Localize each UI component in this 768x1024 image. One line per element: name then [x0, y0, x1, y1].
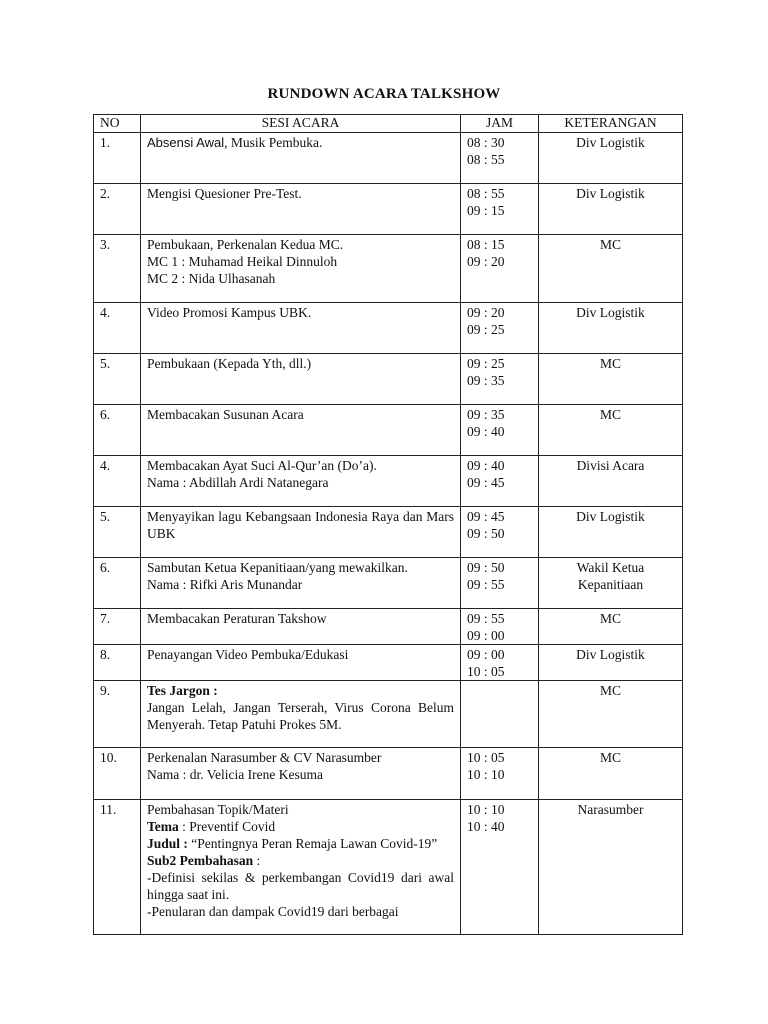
row-note [539, 405, 683, 456]
session-judul [147, 835, 454, 852]
time-end: 10 : 05 [467, 664, 505, 679]
time-end: 09 : 45 [467, 475, 505, 490]
session-line: Pembukaan (Kepada Yth, dll.) [147, 356, 312, 371]
row-number: 11. [94, 800, 141, 935]
session-line: MC 2 : Nida Ulhasanah [147, 271, 276, 286]
row-session [141, 235, 461, 303]
session-heading: Tes Jargon : [147, 683, 218, 698]
row-time [461, 303, 539, 354]
time-start: 10 : 05 [467, 750, 505, 765]
table-row [94, 681, 683, 748]
judul-label: Judul : [147, 836, 188, 851]
table-row [94, 800, 683, 935]
table-row [94, 558, 683, 609]
session-rest: , Musik Pembuka. [224, 135, 323, 150]
judul-value: “Pentingnya Peran Remaja Lawan Covid-19” [187, 836, 438, 851]
header-keterangan: KETERANGAN [539, 115, 683, 133]
note-text: Div Logistik [576, 135, 645, 150]
tema-value: : Preventif Covid [178, 819, 276, 834]
time-start: 09 : 35 [467, 407, 505, 422]
header-no: NO [94, 115, 141, 133]
row-number: 10. [94, 748, 141, 800]
row-number: 4. [94, 303, 141, 354]
row-number: 3. [94, 235, 141, 303]
row-note [539, 235, 683, 303]
row-session [141, 303, 461, 354]
time-end: 09 : 00 [467, 628, 505, 643]
table-row [94, 303, 683, 354]
row-session [141, 507, 461, 558]
row-session [141, 405, 461, 456]
row-time [461, 681, 539, 748]
time-start: 08 : 30 [467, 135, 505, 150]
note-text: Div Logistik [576, 186, 645, 201]
session-line: Pembukaan, Perkenalan Kedua MC. [147, 237, 344, 252]
row-note [539, 748, 683, 800]
note-text: MC [599, 356, 621, 371]
table-row [94, 645, 683, 681]
row-number: 5. [94, 507, 141, 558]
time-end: 09 : 20 [467, 254, 505, 269]
table-row [94, 133, 683, 184]
time-start: 10 : 10 [467, 802, 505, 817]
row-number: 5. [94, 354, 141, 405]
time-start: 09 : 45 [467, 509, 505, 524]
row-time [461, 235, 539, 303]
time-start: 09 : 40 [467, 458, 505, 473]
row-time [461, 133, 539, 184]
table-row [94, 456, 683, 507]
row-number: 2. [94, 184, 141, 235]
time-end: 09 : 25 [467, 322, 505, 337]
note-text: Wakil Ketua [576, 560, 645, 575]
time-end: 09 : 15 [467, 203, 505, 218]
time-start: 09 : 50 [467, 560, 505, 575]
header-jam: JAM [461, 115, 539, 133]
row-note [539, 645, 683, 681]
row-session [141, 354, 461, 405]
session-line: MC 1 : Muhamad Heikal Dinnuloh [147, 254, 338, 269]
row-note [539, 133, 683, 184]
row-session [141, 748, 461, 800]
time-end: 09 : 55 [467, 577, 505, 592]
row-note [539, 456, 683, 507]
session-line: Membacakan Peraturan Takshow [147, 611, 327, 626]
row-note [539, 558, 683, 609]
row-time [461, 645, 539, 681]
time-end: 09 : 35 [467, 373, 505, 388]
table-row [94, 184, 683, 235]
time-end: 10 : 10 [467, 767, 505, 782]
session-line: Menyayikan lagu Kebangsaan Indonesia Raya dan Mars UBK [147, 509, 454, 541]
row-session [141, 681, 461, 748]
time-start: 09 : 25 [467, 356, 505, 371]
session-line: Pembahasan Topik/Materi [147, 802, 289, 817]
row-note [539, 507, 683, 558]
note-text: Div Logistik [576, 647, 645, 662]
tema-label: Tema [147, 819, 179, 834]
time-start: 08 : 15 [467, 237, 505, 252]
row-time [461, 354, 539, 405]
note-text: MC [599, 611, 621, 626]
session-bold: Absensi Awal [147, 135, 225, 150]
table-row [94, 405, 683, 456]
row-number: 8. [94, 645, 141, 681]
session-line: Membacakan Ayat Suci Al-Qur’an (Do’a). [147, 458, 377, 473]
table-row [94, 354, 683, 405]
table-row [94, 507, 683, 558]
row-number: 4. [94, 456, 141, 507]
row-note [539, 303, 683, 354]
table-row [94, 748, 683, 800]
note-text: Narasumber [577, 802, 644, 817]
session-point: -Penularan dan dampak Covid19 dari berbagai [147, 904, 399, 919]
session-body: Jangan Lelah, Jangan Terserah, Virus Corona Belum Menyerah. Tetap Patuhi Prokes 5M. [147, 700, 454, 732]
row-number: 6. [94, 558, 141, 609]
table-row [94, 235, 683, 303]
time-end: 09 : 50 [467, 526, 505, 541]
row-number: 9. [94, 681, 141, 748]
note-text: MC [599, 237, 621, 252]
session-line: Nama : Rifki Aris Munandar [147, 577, 303, 592]
row-time [461, 507, 539, 558]
row-time [461, 456, 539, 507]
row-time [461, 609, 539, 645]
note-text: Div Logistik [576, 509, 645, 524]
header-sesi-acara: SESI ACARA [141, 115, 461, 133]
row-session [141, 800, 461, 935]
row-time [461, 184, 539, 235]
document-title: RUNDOWN ACARA TALKSHOW [267, 86, 501, 102]
rundown-table [93, 114, 683, 935]
row-time [461, 800, 539, 935]
session-line: Nama : Abdillah Ardi Natanegara [147, 475, 329, 490]
row-session [141, 609, 461, 645]
row-note [539, 354, 683, 405]
time-start: 08 : 55 [467, 186, 505, 201]
row-number: 1. [94, 133, 141, 184]
sub-colon: : [253, 853, 261, 868]
session-line: Perkenalan Narasumber & CV Narasumber [147, 750, 382, 765]
time-start: 09 : 20 [467, 305, 505, 320]
note-text: Divisi Acara [576, 458, 645, 473]
session-line: Sambutan Ketua Kepanitiaan/yang mewakilkan. [147, 560, 408, 575]
note-text: MC [599, 750, 621, 765]
note-text: MC [599, 407, 621, 422]
session-tema [147, 818, 454, 835]
row-number: 6. [94, 405, 141, 456]
table-row [94, 609, 683, 645]
row-session [141, 133, 461, 184]
session-line: Video Promosi Kampus UBK. [147, 305, 312, 320]
sub-label: Sub2 Pembahasan [147, 853, 254, 868]
session-line: Mengisi Quesioner Pre-Test. [147, 186, 302, 201]
row-note [539, 609, 683, 645]
time-start: 09 : 00 [467, 647, 505, 662]
row-session [141, 558, 461, 609]
note-text: MC [599, 683, 621, 698]
time-end: 08 : 55 [467, 152, 505, 167]
row-number: 7. [94, 609, 141, 645]
row-time [461, 405, 539, 456]
row-session [141, 456, 461, 507]
row-note [539, 681, 683, 748]
row-note [539, 184, 683, 235]
session-line: Nama : dr. Velicia Irene Kesuma [147, 767, 323, 782]
note-text: Div Logistik [576, 305, 645, 320]
row-session [141, 645, 461, 681]
table-header-row [94, 115, 683, 133]
row-time [461, 558, 539, 609]
row-session [141, 184, 461, 235]
row-note [539, 800, 683, 935]
session-line: Penayangan Video Pembuka/Edukasi [147, 647, 349, 662]
session-line: Membacakan Susunan Acara [147, 407, 304, 422]
note-text: Kepanitiaan [577, 577, 644, 592]
session-sub [147, 852, 454, 869]
time-end: 10 : 40 [467, 819, 505, 834]
row-time [461, 748, 539, 800]
time-start: 09 : 55 [467, 611, 505, 626]
session-point: -Definisi sekilas & perkembangan Covid19 dari awal hingga saat ini. [147, 870, 454, 902]
time-end: 09 : 40 [467, 424, 505, 439]
